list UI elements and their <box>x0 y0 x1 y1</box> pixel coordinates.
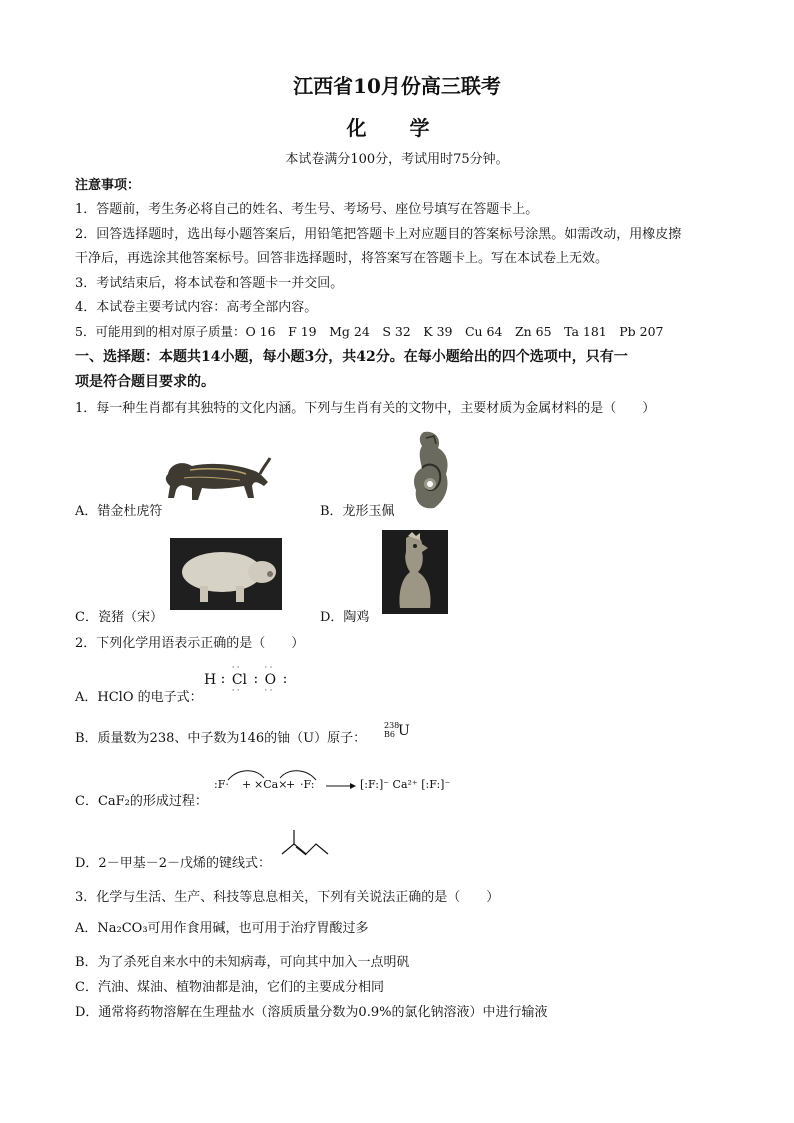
option-c: C．瓷猪（宋） <box>75 610 163 625</box>
option-d: D．陶鸡 <box>320 610 370 625</box>
atomic-number: B6 <box>384 730 395 739</box>
option-d: D．2－甲基－2－戊烯的键线式： <box>75 856 271 871</box>
option-b: B．龙形玉佩 <box>320 504 395 519</box>
option-b: B．为了杀死自来水中的未知病毒，可向其中加入一点明矾 <box>75 955 410 970</box>
ca-atom: ×Ca× <box>254 778 288 791</box>
page-title: 江西省10月份高三联考 <box>293 74 501 98</box>
f-atom-left: :F· <box>214 778 229 791</box>
exam-info: 本试卷满分100分，考试用时75分钟。 <box>285 152 509 167</box>
note-item: 4．本试卷主要考试内容：高考全部内容。 <box>75 300 318 315</box>
plus-sign: + <box>242 778 252 791</box>
note-item: 2．回答选择题时，选出每小题答案后，用铅笔把答题卡上对应题目的答案标号涂黑。如需改动，用橡皮擦 <box>75 227 682 242</box>
pottery-chicken-image <box>382 530 448 614</box>
option-c: C．汽油、煤油、植物油都是油，它们的主要成分相同 <box>75 980 384 995</box>
dragon-jade-image <box>408 428 452 512</box>
section-heading: 一、选择题：本题共14小题，每小题3分，共42分。在每小题给出的四个选项中，只有一 <box>75 349 628 365</box>
ionic-product: [:F:]⁻ Ca²⁺ [:F:]⁻ <box>360 778 451 791</box>
option-c: C．CaF₂的形成过程： <box>75 794 208 809</box>
option-a: A．Na₂CO₃可用作食用碱，也可用于治疗胃酸过多 <box>75 921 369 936</box>
skeletal-formula <box>280 828 330 864</box>
tiger-tally-image <box>160 452 272 510</box>
plus-sign: + <box>286 778 296 791</box>
element-symbol: U <box>398 723 410 739</box>
option-b: B．质量数为238、中子数为146的铀（U）原子： <box>75 731 367 746</box>
hclo-electron-formula: H : · · Cl · · : · · O · · : <box>204 663 288 695</box>
formula-o: O <box>264 672 277 688</box>
formula-cl: Cl <box>231 672 248 688</box>
question-stem: 1．每一种生肖都有其独特的文化内涵。下列与生肖有关的文物中，主要材质为金属材料的是（ ） <box>75 401 656 416</box>
note-item: 3．考试结束后，将本试卷和答题卡一并交回。 <box>75 276 344 291</box>
reaction-arrow <box>326 781 358 791</box>
option-d: D．通常将药物溶解在生理盐水（溶质质量分数为0.9%的氯化钠溶液）中进行输液 <box>75 1005 548 1020</box>
option-a: A．错金杜虎符 <box>75 504 163 519</box>
question-stem: 3．化学与生活、生产、科技等息息相关，下列有关说法正确的是（ ） <box>75 890 500 905</box>
mass-number: 238 <box>384 721 400 730</box>
formula-h: H <box>204 672 217 688</box>
section-heading: 项是符合题目要求的。 <box>75 374 215 390</box>
note-item: 干净后，再选涂其他答案标号。回答非选择题时，将答案写在答题卡上。写在本试卷上无效。 <box>75 251 609 266</box>
subject-title: 化 学 <box>346 116 448 140</box>
note-item: 1．答题前，考生务必将自己的姓名、考生号、考场号、座位号填写在答题卡上。 <box>75 202 539 217</box>
f-atom-right: ·F: <box>300 778 315 791</box>
note-item: 5．可能用到的相对原子质量：O 16 F 19 Mg 24 S 32 K 39 Cu 64 Zn 65 Ta 181 Pb 207 <box>75 324 664 339</box>
option-a: A．HClO 的电子式： <box>75 690 203 705</box>
porcelain-pig-image <box>170 538 282 610</box>
notes-heading: 注意事项： <box>75 178 141 193</box>
question-stem: 2．下列化学用语表示正确的是（ ） <box>75 636 305 651</box>
